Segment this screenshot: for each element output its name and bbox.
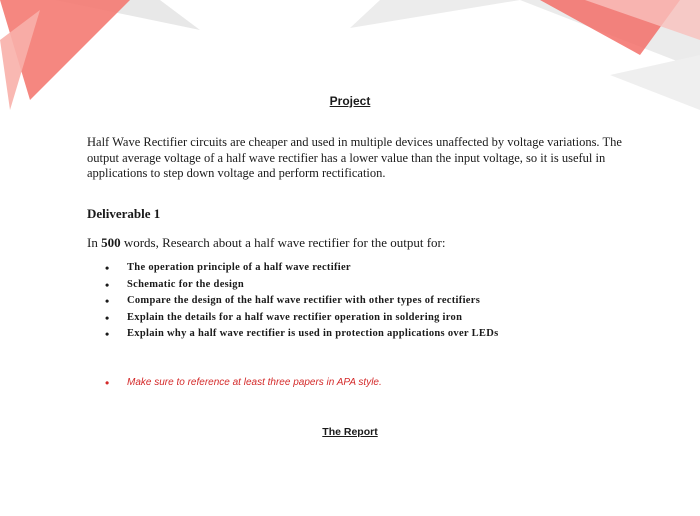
list-item — [105, 261, 498, 278]
reference-note — [105, 377, 382, 388]
page-title: Project — [329, 94, 371, 108]
list-item — [105, 294, 498, 311]
list-item — [105, 311, 498, 328]
report-heading: The Report — [322, 426, 378, 438]
list-item-text: Explain the details for a half wave rectifier operation in soldering iron — [127, 311, 463, 323]
bullet-icon: • — [105, 277, 110, 292]
decor-triangle-grey-mid — [350, 0, 520, 28]
task-suffix: words, Research about a half wave rectifier for the output for: — [120, 235, 446, 250]
intro-paragraph: Half Wave Rectifier circuits are cheaper and used in multiple devices unaffected by voltage variations. The output average voltage of a half wave rectifier has a lower value than the input voltage, so it is useful in applications to step down voltage and perform rectification. — [87, 135, 622, 180]
task-prefix: In — [87, 235, 102, 250]
bullet-icon: • — [105, 294, 110, 309]
list-item-text: Explain why a half wave rectifier is used in protection applications over LEDs — [127, 328, 499, 340]
deliverable-heading: Deliverable 1 — [87, 206, 161, 221]
bullet-icon: • — [105, 327, 110, 342]
list-item-text: Compare the design of the half wave rectifier with other types of rectifiers — [127, 295, 481, 307]
bullet-icon: • — [105, 261, 110, 275]
bullet-icon: • — [105, 310, 110, 325]
requirements-list — [105, 261, 498, 344]
list-item — [105, 278, 498, 295]
list-item — [105, 327, 498, 344]
list-item-text: The operation principle of a half wave rectifier — [127, 262, 351, 273]
bullet-icon: • — [105, 376, 110, 390]
task-sentence — [87, 235, 445, 251]
list-item-text: Schematic for the design — [127, 278, 244, 290]
task-word-count: 500 — [101, 235, 121, 250]
reference-note-text: Make sure to reference at least three papers in APA style. — [127, 377, 382, 388]
